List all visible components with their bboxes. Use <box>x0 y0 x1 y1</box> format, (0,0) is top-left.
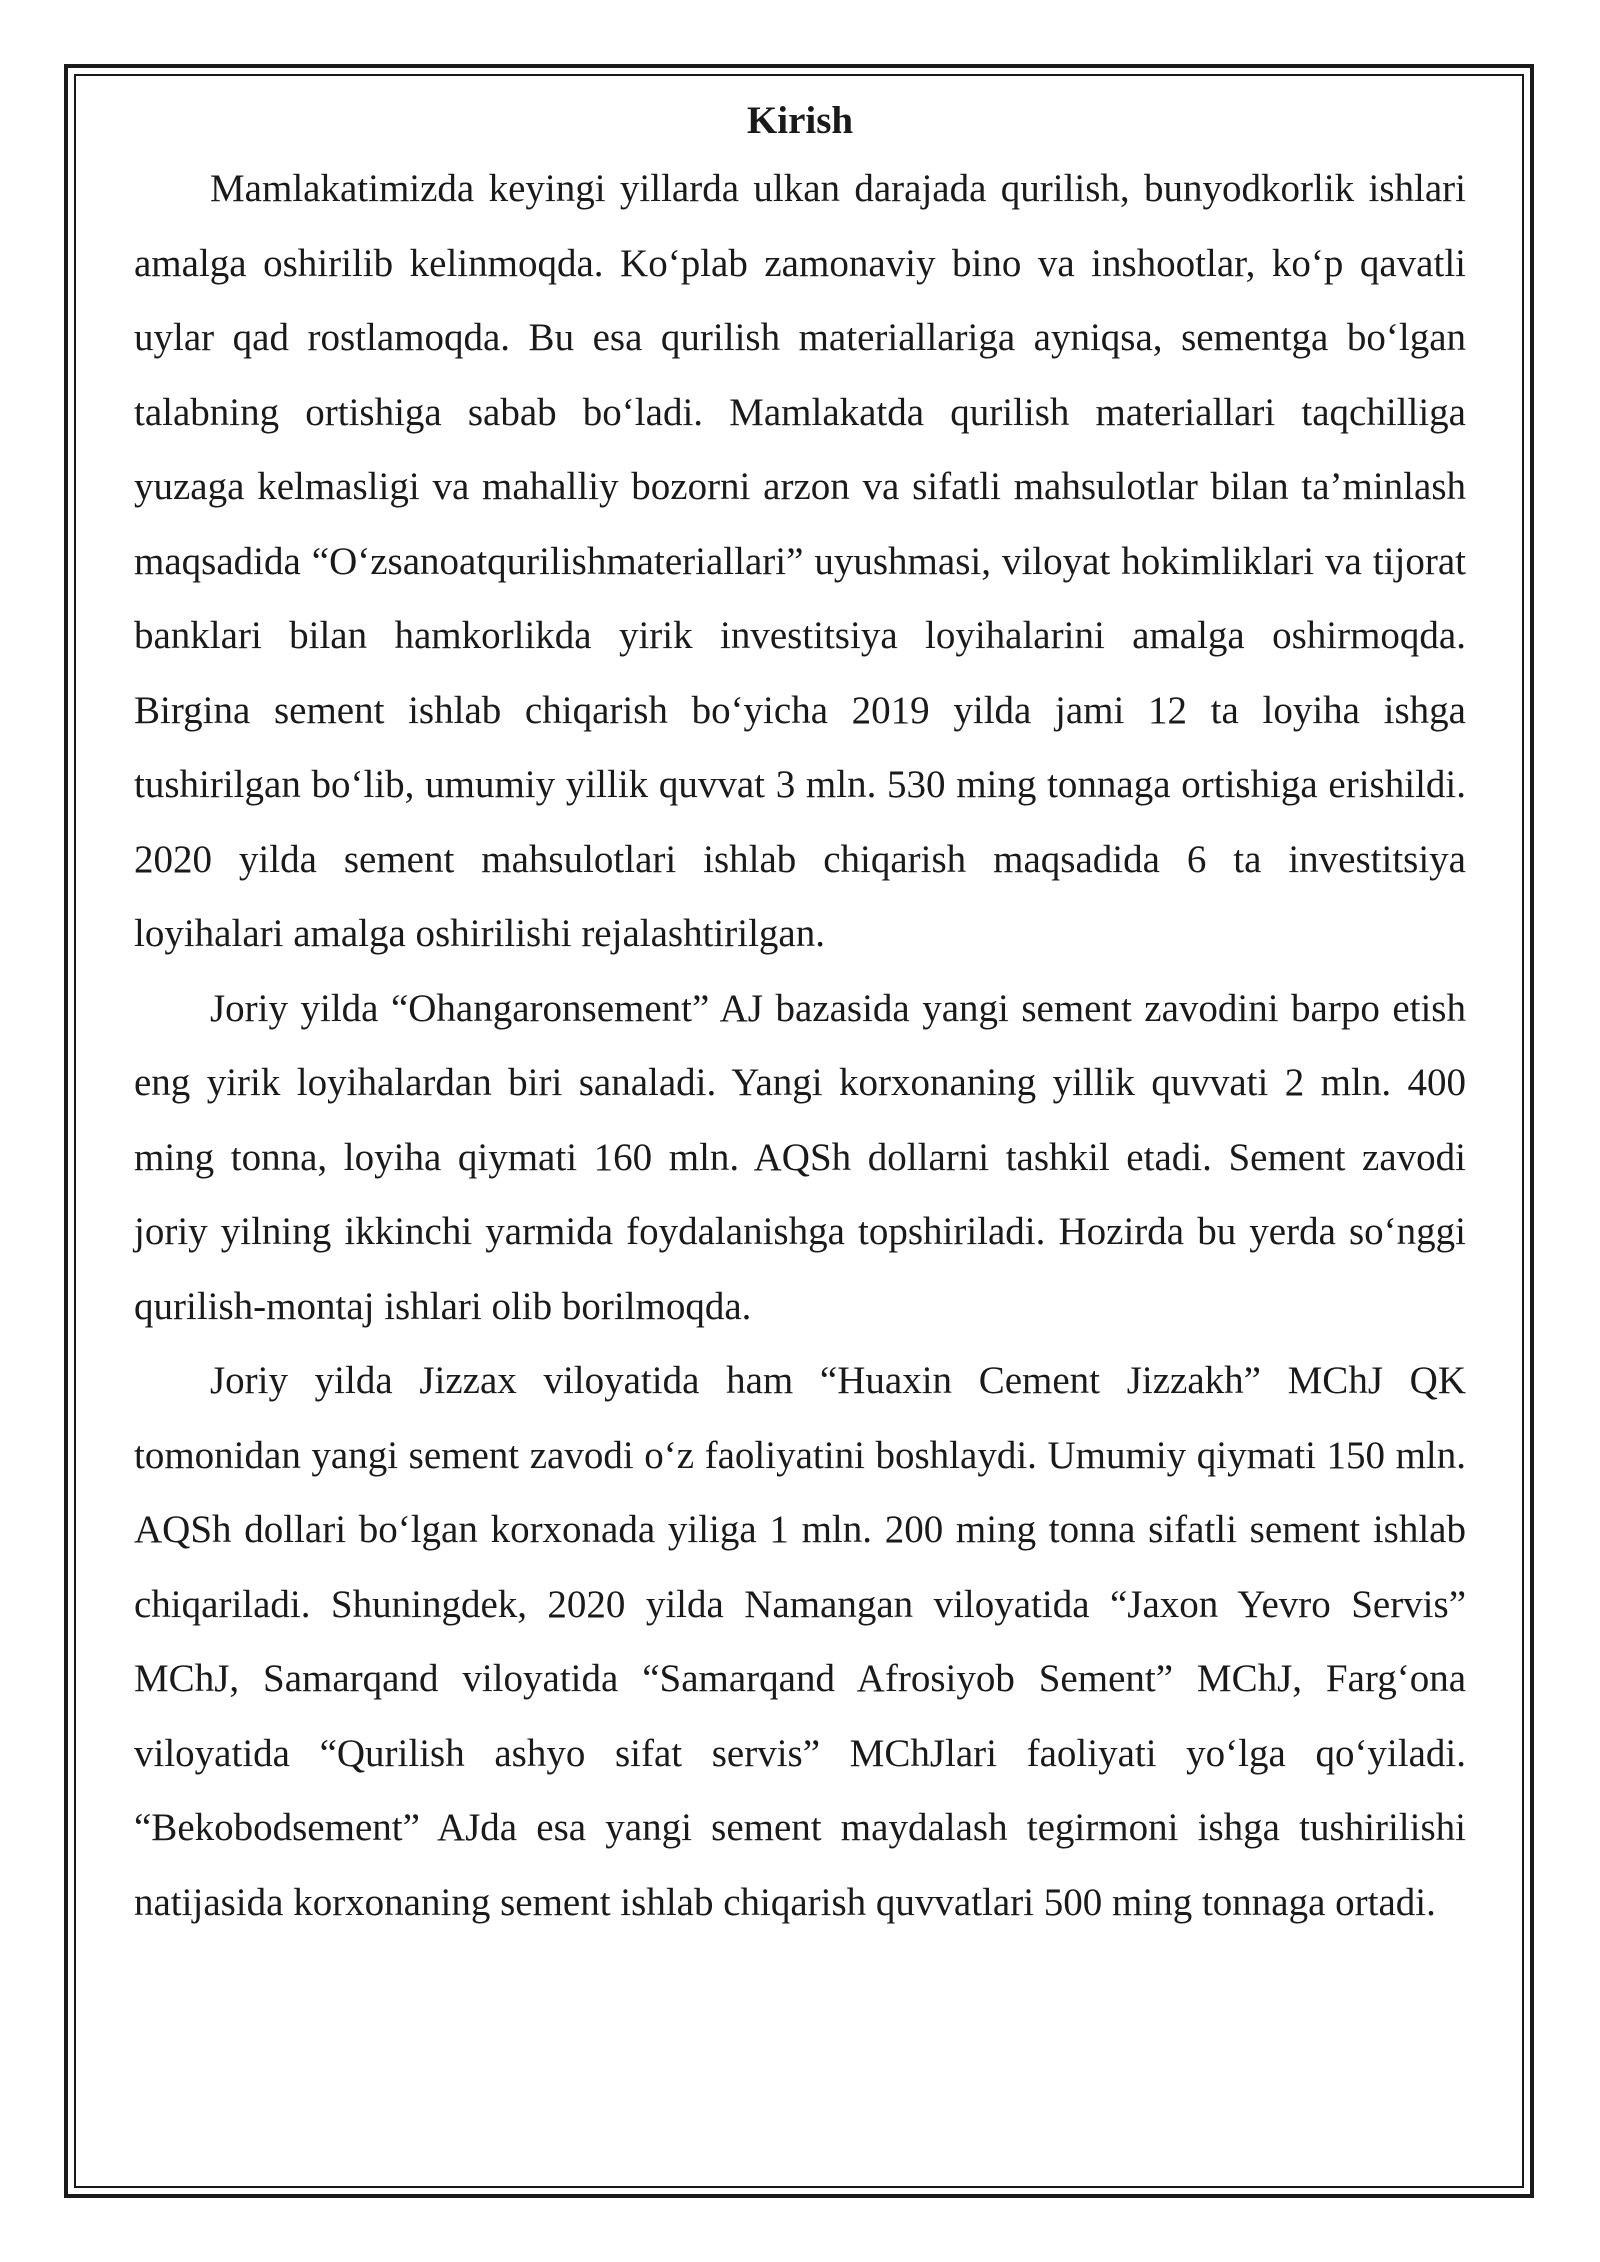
document-title: Kirish <box>746 99 854 142</box>
paragraph-1: Mamlakatimizda keyingi yillarda ulkan darajada qurilish, bunyodkorlik ishlari amalga oshirilib kelinmoqda. Ko‘plab zamonaviy bino va inshootlar, ko‘p qavatli uylar qad rostlamoqda. Bu esa qurilish materiallariga ayniqsa, sementga bo‘lgan talabning ortishiga sabab bo‘ladi. Mamlakatda qurilish materiallari taqchilliga yuzaga kelmasligi va mahalliy bozorni arzon va sifatli mahsulotlar bilan ta’minlash maqsadida “O‘zsanoatqurilishmateriallari” uyushmasi, viloyat hokimliklari va tijorat banklari bilan hamkorlikda yirik investitsiya loyihalarini amalga oshirmoqda. Birgina sement ishlab chiqarish bo‘yicha 2019 yilda jami 12 ta loyiha ishga tushirilgan bo‘lib, umumiy yillik quvvat 3 mln. 530 ming tonnaga ortishiga erishildi. 2020 yilda sement mahsulotlari ishlab chiqarish maqsadida 6 ta investitsiya loyihalari amalga oshirilishi rejalashtirilgan. <box>134 167 1466 955</box>
paragraph-2: Joriy yilda “Ohangaronsement” AJ bazasida yangi sement zavodini barpo etish eng yirik loyihalardan biri sanaladi. Yangi korxonaning yillik quvvati 2 mln. 400 ming tonna, loyiha qiymati 160 mln. AQSh dollarni tashkil etadi. Sement zavodi joriy yilning ikkinchi yarmida foydalanishga topshiriladi. Hozirda bu yerda so‘nggi qurilish-montaj ishlari olib borilmoqda. <box>134 986 1466 1328</box>
document-body <box>134 90 1466 1940</box>
paragraph-3: Joriy yilda Jizzax viloyatida ham “Huaxin Cement Jizzakh” MChJ QK tomonidan yangi sement zavodi o‘z faoliyatini boshlaydi. Umumiy qiymati 150 mln. AQSh dollari bo‘lgan korxonada yiliga 1 mln. 200 ming tonna sifatli sement ishlab chiqariladi. Shuningdek, 2020 yilda Namangan viloyatida “Jaxon Yevro Servis” MChJ, Samarqand viloyatida “Samarqand Afrosiyob Sement” MChJ, Farg‘ona viloyatida “Qurilish ashyo sifat servis” MChJlari faoliyati yo‘lga qo‘yiladi. “Bekobodsement” AJda esa yangi sement maydalash tegirmoni ishga tushirilishi natijasida korxonaning sement ishlab chiqarish quvvatlari 500 ming tonnaga ortadi. <box>134 1359 1466 1924</box>
